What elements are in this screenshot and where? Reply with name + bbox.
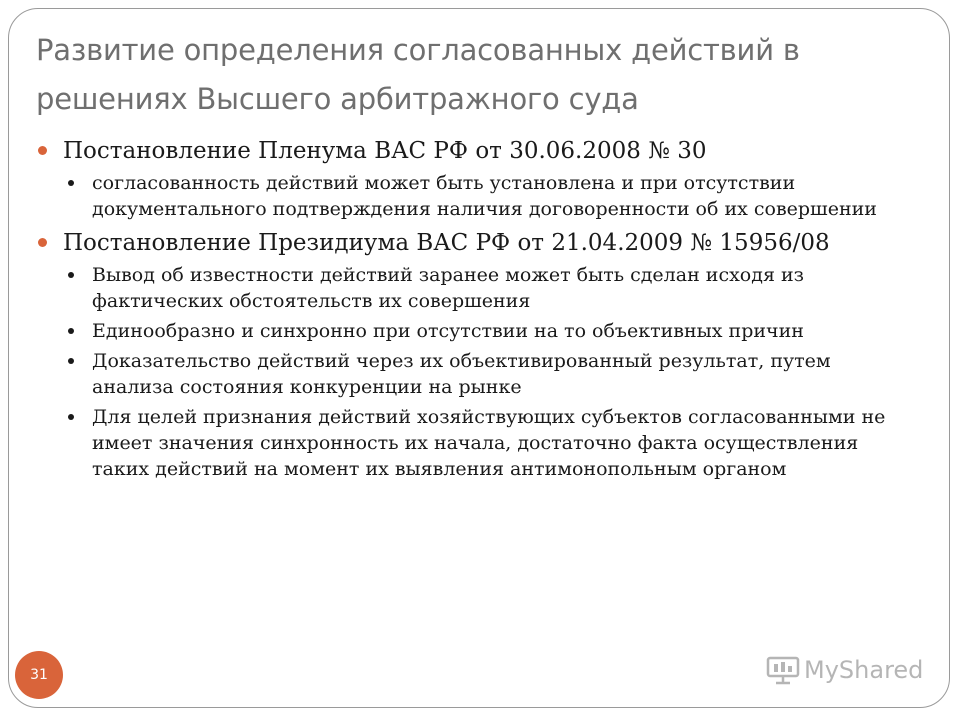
sub-bullet-text: Вывод об известности действий заранее может быть сделан исходя из фактических обстоятельств их совершения [92, 264, 804, 312]
sub-bullet-list [38, 262, 918, 482]
sub-bullet-item [38, 318, 918, 344]
watermark-text: MyShared [804, 656, 924, 684]
sub-bullet-item [38, 262, 918, 314]
sub-bullet-item [38, 404, 918, 482]
sub-bullet-dot-icon [68, 272, 74, 278]
sub-bullet-list [38, 170, 918, 222]
bullet-item-plenum-resolution [38, 136, 918, 166]
sub-bullet-text: Единообразно и синхронно при отсутствии на то объективных причин [92, 320, 804, 342]
sub-bullet-dot-icon [68, 328, 74, 334]
sub-bullet-text: Для целей признания действий хозяйствующих субъектов согласованными не имеет значения синхронность их начала, достаточно факта осуществления таких действий на момент их выявления антимонопольным органом [92, 406, 886, 480]
watermark-logo [766, 655, 923, 685]
bullet-text: Постановление Пленума ВАС РФ от 30.06.2008 № 30 [63, 138, 707, 164]
slide-content [38, 136, 918, 488]
slide-number: 31 [30, 667, 48, 683]
bullet-dot-icon [38, 146, 47, 155]
sub-bullet-text: согласованность действий может быть установлена и при отсутствии документального подтверждения наличия договоренности об их совершении [92, 172, 877, 220]
presentation-icon [766, 655, 800, 685]
slide-title: Развитие определения согласованных действий в решениях Высшего арбитражного суда [36, 33, 800, 116]
sub-bullet-dot-icon [68, 180, 74, 186]
sub-bullet-dot-icon [68, 358, 74, 364]
sub-bullet-item [38, 170, 918, 222]
bullet-dot-icon [38, 238, 47, 247]
bullet-text: Постановление Президиума ВАС РФ от 21.04.2009 № 15956/08 [63, 230, 830, 256]
sub-bullet-item [38, 348, 918, 400]
bullet-item-presidium-resolution [38, 228, 918, 258]
slide-number-badge [15, 651, 63, 699]
sub-bullet-dot-icon [68, 414, 74, 420]
sub-bullet-text: Доказательство действий через их объективированный результат, путем анализа состояния конкуренции на рынке [92, 350, 831, 398]
